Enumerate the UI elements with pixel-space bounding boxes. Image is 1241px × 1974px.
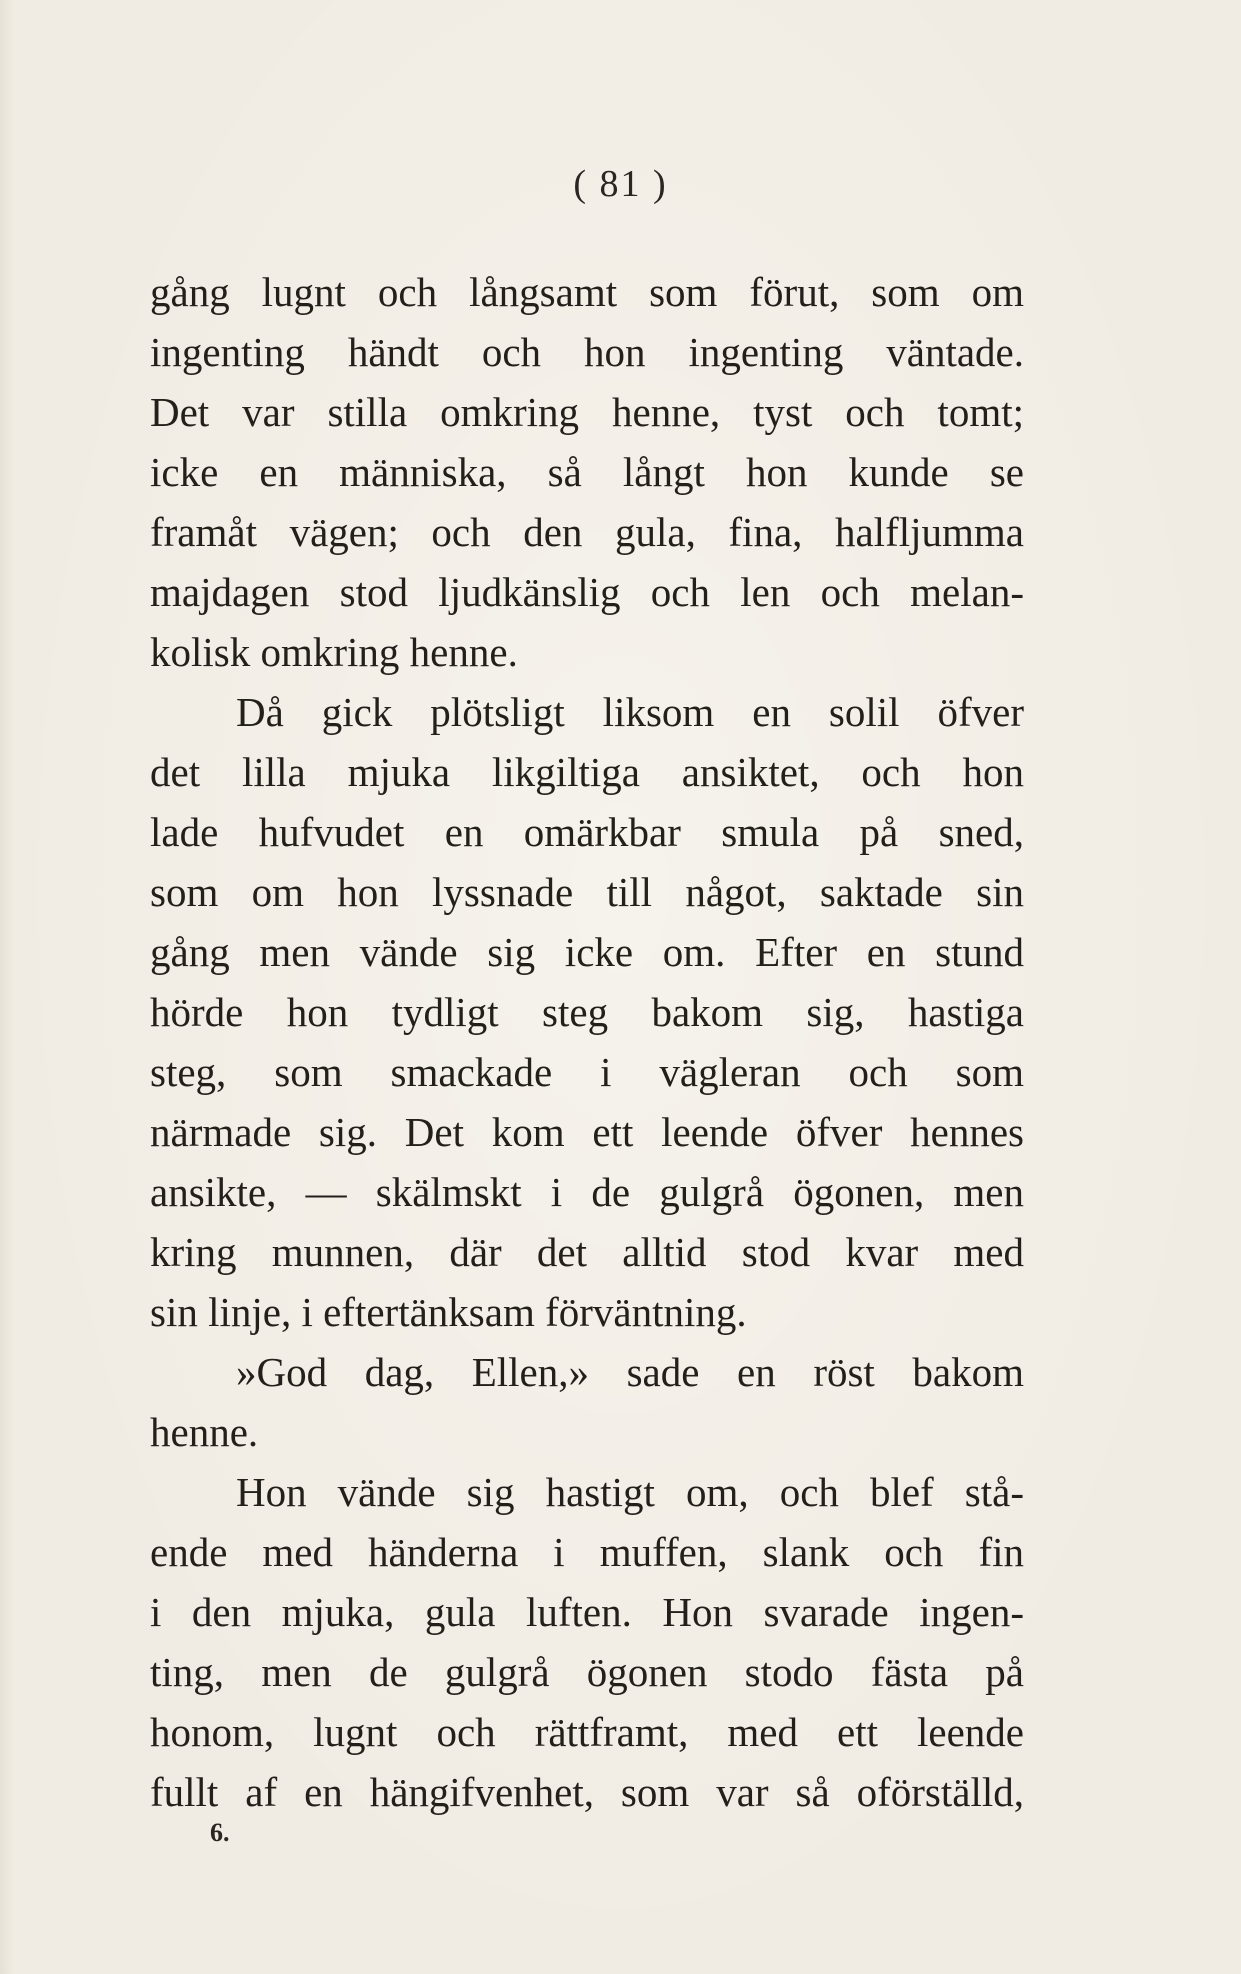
text-line: framåt vägen; och den gula, fina, halfljumma [150, 509, 1024, 555]
paragraph-start-line: Då gick plötsligt liksom en solil öfver [236, 689, 1024, 735]
text-line: ende med händerna i muffen, slank och fin [150, 1529, 1024, 1575]
text-line: hörde hon tydligt steg bakom sig, hastiga [150, 989, 1024, 1035]
text-line: steg, som smackade i vägleran och som [150, 1049, 1024, 1095]
text-line: lade hufvudet en omärkbar smula på sned, [150, 809, 1024, 855]
text-line: gång lugnt och långsamt som förut, som om [150, 269, 1024, 315]
text-line: det lilla mjuka likgiltiga ansiktet, och hon [150, 749, 1024, 795]
text-line: honom, lugnt och rättframt, med ett leende [150, 1709, 1024, 1755]
paragraph-start-line: »God dag, Ellen,» sade en röst bakom [236, 1349, 1024, 1395]
signature-mark: 6. [210, 1818, 230, 1847]
page-number: ( 81 ) [573, 163, 668, 205]
paragraph-start-line: Hon vände sig hastigt om, och blef stå- [236, 1469, 1024, 1515]
text-line: icke en människa, så långt hon kunde se [150, 449, 1024, 495]
text-line: majdagen stod ljudkänslig och len och melan- [150, 569, 1024, 615]
text-line: Det var stilla omkring henne, tyst och tomt; [150, 389, 1024, 435]
text-line: ansikte, — skälmskt i de gulgrå ögonen, men [150, 1169, 1024, 1215]
text-line: sin linje, i eftertänksam förväntning. [150, 1289, 747, 1335]
text-line: fullt af en hängifvenhet, som var så oförställd, [150, 1769, 1024, 1815]
text-line: kolisk omkring henne. [150, 629, 518, 675]
text-line: gång men vände sig icke om. Efter en stund [150, 929, 1024, 975]
text-line: kring munnen, där det alltid stod kvar med [150, 1229, 1024, 1275]
text-line: närmade sig. Det kom ett leende öfver hennes [150, 1109, 1024, 1155]
body-text [150, 262, 1024, 1822]
text-line: i den mjuka, gula luften. Hon svarade ingen- [150, 1589, 1024, 1635]
text-line: som om hon lyssnade till något, saktade sin [150, 869, 1024, 915]
text-line: henne. [150, 1409, 259, 1455]
text-line: ingenting händt och hon ingenting väntade. [150, 329, 1024, 375]
text-line: ting, men de gulgrå ögonen stodo fästa på [150, 1649, 1024, 1695]
